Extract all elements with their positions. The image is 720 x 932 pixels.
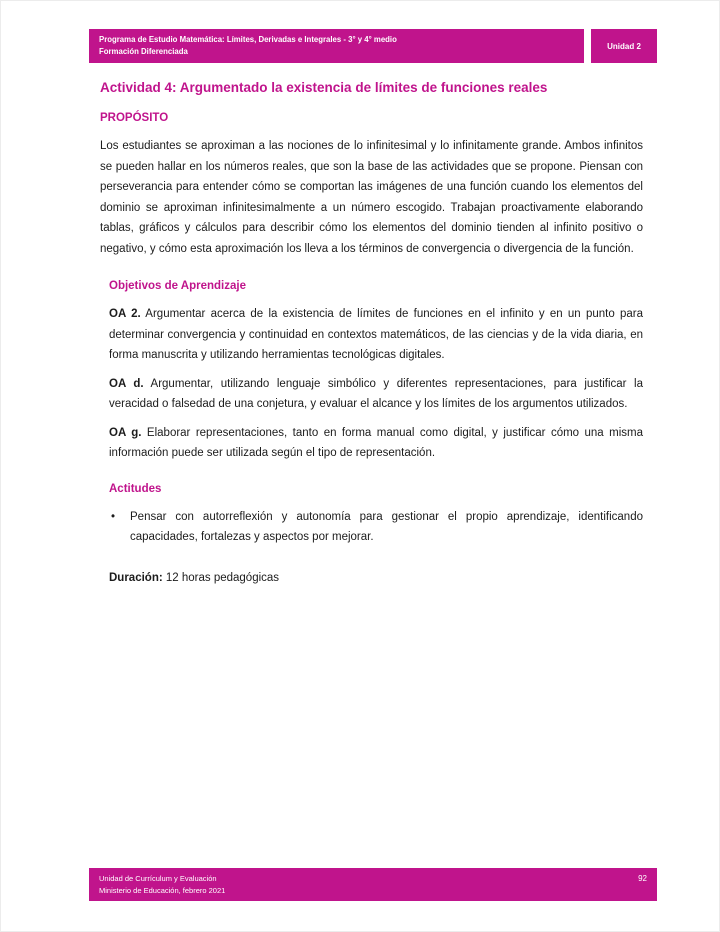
oa-label: OA d.	[109, 377, 144, 390]
actitudes-heading: Actitudes	[109, 482, 162, 495]
oa-item	[109, 374, 643, 415]
duration-label: Duración:	[109, 571, 163, 584]
footer-org	[99, 873, 225, 897]
duration-value: 12 horas pedagógicas	[165, 571, 280, 584]
page-content	[100, 79, 643, 588]
activity-title: Actividad 4: Argumentado la existencia de límites de funciones reales	[100, 80, 548, 95]
bullet-text: Pensar con autorreflexión y autonomía para gestionar el propio aprendizaje, identificando capacidades, fortalezas y aspectos por mejorar.	[130, 510, 643, 543]
header-title-line1: Programa de Estudio Matemática: Límites, Derivadas e Integrales - 3° y 4° medio	[99, 35, 397, 44]
oa-item	[109, 423, 643, 464]
proposito-body: Los estudiantes se aproximan a las nociones de lo infinitesimal y lo infinitamente grande. Ambos infinitos se pueden hallar en los números reales, que son la base de las actividades que se propone. Piensan con perseverancia para entender cómo se comportan las imágenes de una función cuando los elementos del dominio se aproximan infinitesimalmente a un número escogido. Trabajan proactivamente elaborando tablas, gráficos y cálculos para describir cómo los elementos del dominio tienden al infinito positivo o negativo, y cómo esta aproximación los lleva a los términos de convergencia o divergencia de la función.	[100, 140, 643, 255]
footer-org-line1: Unidad de Currículum y Evaluación	[99, 874, 217, 883]
footer-org-line2: Ministerio de Educación, febrero 2021	[99, 886, 226, 895]
oa-item	[109, 304, 643, 366]
bullet-list-item	[109, 507, 643, 548]
oa-label: OA 2.	[109, 308, 141, 320]
page-number: 92	[638, 874, 647, 883]
objetivos-heading: Objetivos de Aprendizaje	[109, 280, 246, 292]
duration-line	[109, 568, 643, 589]
page-footer-bar	[89, 868, 657, 901]
page-header	[89, 29, 657, 63]
unit-badge: Unidad 2	[591, 29, 657, 63]
oa-text: Argumentar, utilizando lenguaje simbólico y diferentes representaciones, para justificar la veracidad o falsedad de una conjetura, y evaluar el alcance y los límites de los argumentos utilizados.	[109, 377, 643, 410]
oa-label: OA g.	[109, 426, 142, 439]
proposito-heading: PROPÓSITO	[100, 112, 169, 124]
oa-text: Argumentar acerca de la existencia de límites de funciones en el infinito y en un punto para determinar convergencia y continuidad en contextos matemáticos, de las ciencias y de la vida diaria, en forma manuscrita y utilizando herramientas tecnológicas digitales.	[109, 308, 643, 361]
oa-text: Elaborar representaciones, tanto en forma manual como digital, y justificar cómo una misma información puede ser utilizada según el tipo de representación.	[109, 426, 643, 459]
bullet-glyph: •	[111, 510, 116, 523]
page-header-bar	[89, 29, 584, 63]
header-title-line2: Formación Diferenciada	[99, 47, 188, 56]
